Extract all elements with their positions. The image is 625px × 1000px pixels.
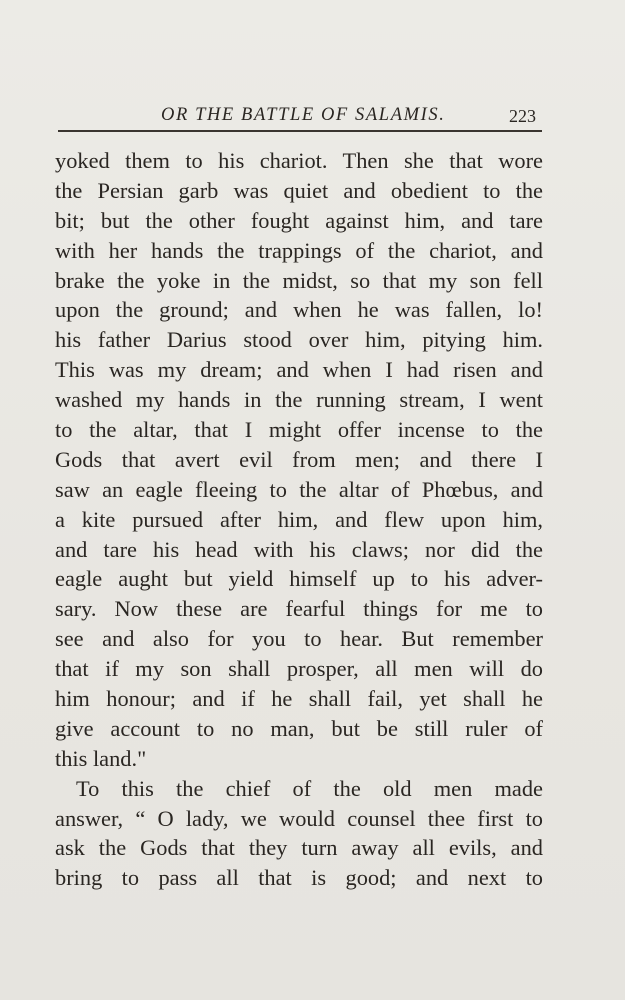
page-number: 223: [509, 106, 536, 126]
text-line: upon the ground; and when he was fallen, lo!: [55, 297, 543, 323]
text-line: give account to no man, but be still ruler of: [55, 715, 543, 741]
text-line: his father Darius stood over him, pitying him.: [55, 327, 543, 353]
text-line: sary. Now these are fearful things for me to: [55, 596, 543, 622]
text-line: with her hands the trappings of the chariot, and: [55, 237, 543, 263]
text-line: eagle aught but yield himself up to his adver-: [55, 566, 543, 592]
text-line: saw an eagle fleeing to the altar of Phœbus, and: [55, 476, 543, 502]
text-line: bit; but the other fought against him, and tare: [55, 207, 543, 233]
text-line: that if my son shall prosper, all men will do: [55, 656, 543, 682]
text-line: To this the chief of the old men made: [76, 775, 543, 801]
text-line: ask the Gods that they turn away all evils, and: [55, 835, 543, 861]
text-line: yoked them to his chariot. Then she that wore: [55, 148, 543, 173]
text-line: the Persian garb was quiet and obedient to the: [55, 177, 543, 203]
text-line: bring to pass all that is good; and next to: [55, 865, 543, 891]
body-text: [55, 146, 543, 893]
text-line: see and also for you to hear. But remember: [55, 626, 543, 652]
text-line: to the altar, that I might offer incense to the: [55, 417, 543, 443]
text-line: washed my hands in the running stream, I went: [55, 387, 543, 413]
text-line: a kite pursued after him, and flew upon him,: [55, 506, 543, 532]
header-rule: [58, 130, 542, 132]
text-line: Gods that avert evil from men; and there I: [55, 446, 543, 472]
text-line: him honour; and if he shall fail, yet shall he: [55, 686, 543, 712]
running-title: OR THE BATTLE OF SALAMIS.: [161, 105, 446, 125]
text-line: this land.": [55, 745, 147, 771]
text-line: brake the yoke in the midst, so that my son fell: [55, 267, 543, 293]
text-line: answer, “ O lady, we would counsel thee first to: [55, 805, 543, 831]
text-line: This was my dream; and when I had risen and: [55, 357, 543, 383]
text-line: and tare his head with his claws; nor did the: [55, 536, 543, 562]
